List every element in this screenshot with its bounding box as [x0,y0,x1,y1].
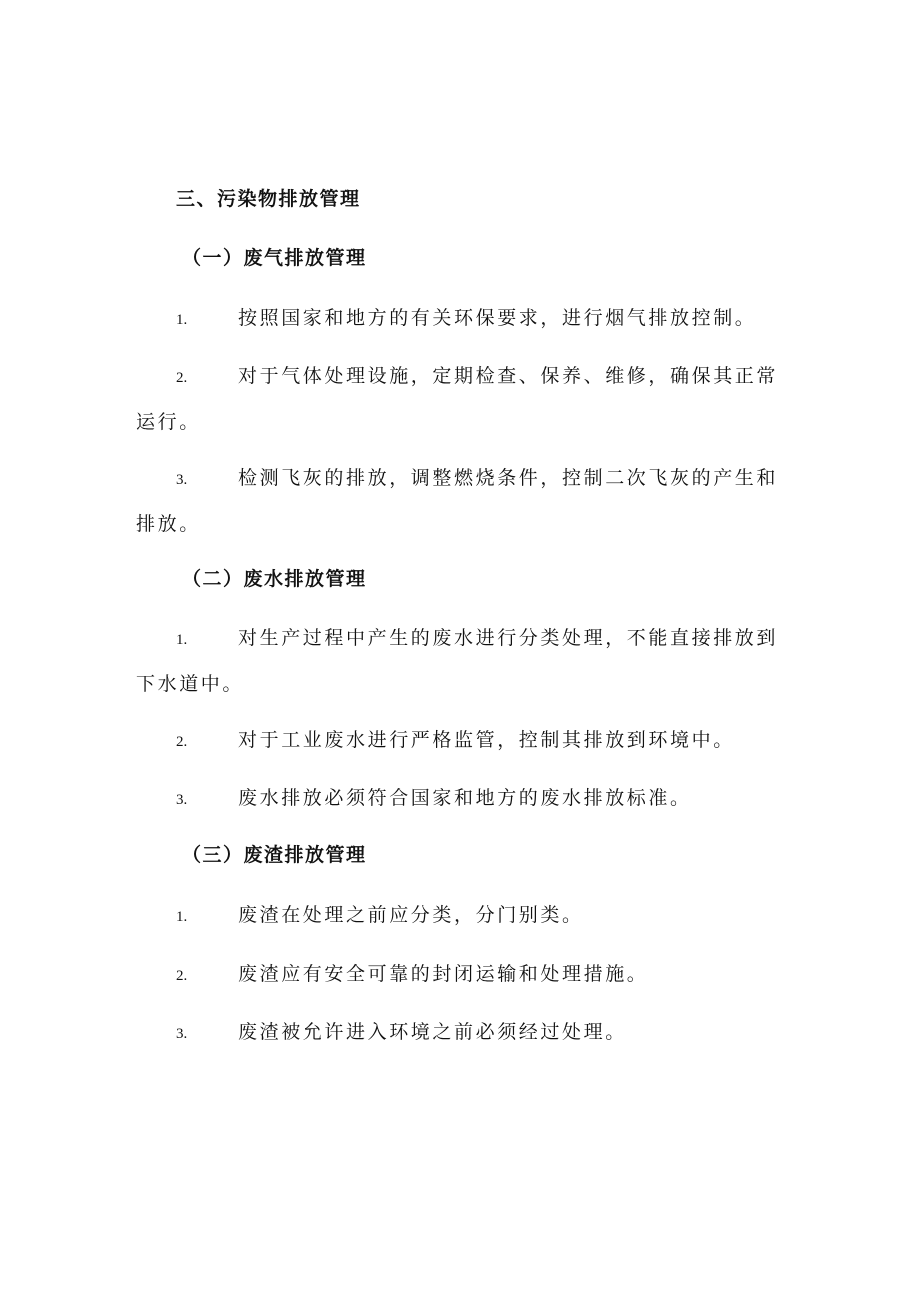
item-number: 3. [176,1026,188,1042]
item-number: 2. [176,370,188,386]
section-title: 三、污染物排放管理 [176,188,361,210]
subsection-title-exhaust-gas: （一）废气排放管理 [182,247,367,269]
item-text: 对生产过程中产生的废水进行分类处理，不能直接排放到 [238,627,779,649]
item-text: 废渣被允许进入环境之前必须经过处理。 [238,1021,627,1043]
item-text: 对于气体处理设施，定期检查、保养、维修，确保其正常 [238,365,779,387]
item-text: 按照国家和地方的有关环保要求，进行烟气排放控制。 [238,307,757,329]
list-item [136,296,757,342]
item-number: 3. [176,792,188,808]
list-item [136,776,740,822]
item-text-continued: 运行。 [136,411,201,433]
item-text: 废渣应有安全可靠的封闭运输和处理措施。 [238,963,649,985]
item-text: 废水排放必须符合国家和地方的废水排放标准。 [238,787,692,809]
list-item [136,354,779,444]
list-item [136,1010,740,1056]
list-item [136,718,740,764]
list-item [136,456,779,546]
item-text: 对于工业废水进行严格监管，控制其排放到环境中。 [238,729,735,751]
item-number: 1. [176,312,188,328]
list-item [136,952,740,998]
item-number: 1. [176,909,188,925]
list-item [136,893,740,939]
subsection-title-wastewater: （二）废水排放管理 [182,568,367,590]
subsection-title-waste-residue: （三）废渣排放管理 [182,844,367,866]
list-item [136,616,779,706]
item-text: 废渣在处理之前应分类，分门别类。 [238,904,584,926]
item-number: 2. [176,734,188,750]
item-number: 3. [176,472,188,488]
item-text: 检测飞灰的排放，调整燃烧条件，控制二次飞灰的产生和 [238,467,779,489]
item-text-continued: 下水道中。 [136,673,245,695]
item-text-continued: 排放。 [136,513,201,535]
item-number: 1. [176,632,188,648]
item-number: 2. [176,968,188,984]
